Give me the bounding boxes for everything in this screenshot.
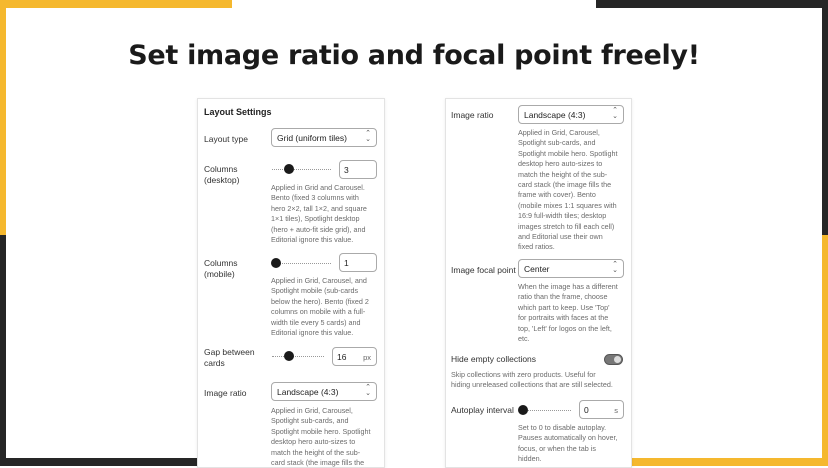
help-line: 16:9 full-width tiles; desktop xyxy=(518,211,607,221)
autoplay-help xyxy=(518,423,617,465)
image-ratio-help xyxy=(271,406,371,468)
help-line: Spotlight mobile hero. Spotlight xyxy=(271,426,371,436)
help-line: for portraits with faces at the xyxy=(518,313,609,323)
columns-desktop-help xyxy=(271,183,367,245)
gap-unit: px xyxy=(363,353,371,362)
corner-accent xyxy=(596,0,828,8)
help-line: When the image has a different xyxy=(518,282,618,291)
layout-settings-panel xyxy=(197,98,385,468)
image-ratio-select[interactable] xyxy=(518,105,624,124)
autoplay-value: 0 xyxy=(584,405,589,415)
corner-accent xyxy=(822,0,828,235)
help-line: hidden. xyxy=(518,454,542,464)
columns-mobile-label-line1: Columns xyxy=(204,258,238,268)
autoplay-slider-thumb[interactable] xyxy=(518,405,528,415)
columns-desktop-label-line1: Columns xyxy=(204,164,238,174)
gap-label-line1: Gap between xyxy=(204,347,255,357)
help-line: Skip collections with zero products. Useful for xyxy=(451,370,596,379)
help-line: card stack (the image fills the xyxy=(518,180,612,190)
autoplay-input[interactable] xyxy=(579,400,624,419)
help-line: below the hero). Bento (fixed 2 xyxy=(271,296,369,306)
image-ratio-value: Landscape (4:3) xyxy=(277,387,339,397)
help-line: Spotlight mobile (sub-cards xyxy=(271,286,359,296)
hide-empty-label: Hide empty collections xyxy=(451,354,537,364)
chevron-updown-icon: ⌃ ⌄ xyxy=(612,261,618,274)
chevron-updown-icon: ⌃ ⌄ xyxy=(365,130,371,143)
help-line: Bento (fixed 3 columns with xyxy=(271,193,359,203)
page-headline: Set image ratio and focal point freely! xyxy=(128,40,700,71)
help-line: (hero + auto-fit side grid), and xyxy=(271,224,366,234)
help-line: Spotlight sub-cards, and xyxy=(271,416,349,426)
image-ratio-select[interactable] xyxy=(271,382,377,401)
corner-accent xyxy=(822,235,828,466)
focal-point-help xyxy=(518,282,618,344)
help-line: match the height of the sub- xyxy=(271,447,361,457)
help-line: 1×1 tiles), Spotlight desktop xyxy=(271,214,360,224)
help-line: focus, or when the tab is xyxy=(518,443,596,453)
autoplay-label: Autoplay interval xyxy=(451,405,514,415)
image-ratio-value: Landscape (4:3) xyxy=(524,110,586,120)
image-settings-panel xyxy=(445,98,632,468)
help-line: Set to 0 to disable autoplay. xyxy=(518,423,607,432)
help-line: hiding unreleased collections that are still selected. xyxy=(451,380,613,390)
columns-desktop-slider[interactable] xyxy=(272,169,331,170)
columns-mobile-help xyxy=(271,276,369,338)
columns-mobile-slider-thumb[interactable] xyxy=(271,258,281,268)
gap-slider-thumb[interactable] xyxy=(284,351,294,361)
gap-label xyxy=(204,347,255,369)
focal-point-label: Image focal point xyxy=(451,265,516,275)
help-line: (mobile mixes 1:1 squares with xyxy=(518,200,617,210)
hide-empty-toggle[interactable] xyxy=(604,354,623,365)
layout-type-value: Grid (uniform tiles) xyxy=(277,133,347,143)
help-line: images stretch to fill each cell) xyxy=(518,221,615,231)
help-line: Pauses automatically on hover, xyxy=(518,433,618,443)
gap-slider[interactable] xyxy=(272,356,324,357)
columns-desktop-label-line2: (desktop) xyxy=(204,175,240,185)
gap-label-line2: cards xyxy=(204,358,225,368)
layout-type-select[interactable] xyxy=(271,128,377,147)
help-line: columns on mobile with a full- xyxy=(271,307,366,317)
chevron-updown-icon: ⌃ ⌄ xyxy=(612,107,618,120)
help-line: match the height of the sub- xyxy=(518,169,608,179)
columns-mobile-label-line2: (mobile) xyxy=(204,269,235,279)
help-line: which part to keep. Use 'Top' xyxy=(518,302,610,312)
columns-desktop-label xyxy=(204,164,239,186)
help-line: ratio than the frame, choose xyxy=(518,292,608,302)
help-line: Applied in Grid, Carousel, xyxy=(518,128,600,137)
columns-mobile-input[interactable] xyxy=(339,253,377,272)
help-line: Applied in Grid, Carousel, and xyxy=(271,276,367,285)
focal-point-select[interactable] xyxy=(518,259,624,278)
help-line: desktop hero auto-sizes to xyxy=(271,437,356,447)
help-line: and Editorial use their own xyxy=(518,232,603,242)
focal-point-value: Center xyxy=(524,264,550,274)
image-ratio-label: Image ratio xyxy=(451,110,494,120)
help-line: etc. xyxy=(518,334,530,344)
columns-desktop-slider-thumb[interactable] xyxy=(284,164,294,174)
help-line: Applied in Grid, Carousel, xyxy=(271,406,353,415)
chevron-updown-icon: ⌃ ⌄ xyxy=(365,384,371,397)
corner-accent xyxy=(0,0,232,8)
columns-desktop-input[interactable] xyxy=(339,160,377,179)
help-line: desktop hero auto-sizes to xyxy=(518,159,603,169)
columns-mobile-value: 1 xyxy=(344,258,349,268)
autoplay-unit: s xyxy=(614,406,618,415)
layout-type-label: Layout type xyxy=(204,134,248,144)
columns-mobile-label xyxy=(204,258,238,280)
help-line: top, 'Left' for logos on the left, xyxy=(518,323,612,333)
help-line: Editorial ignore this value. xyxy=(271,235,354,245)
content-frame xyxy=(6,8,822,458)
gap-value: 16 xyxy=(337,352,347,362)
help-line: hero 2×2, tall 1×2, and square xyxy=(271,203,367,213)
help-line: Spotlight mobile hero. Spotlight xyxy=(518,148,618,158)
help-line: Editorial ignore this value. xyxy=(271,328,354,338)
columns-desktop-value: 3 xyxy=(344,165,349,175)
panel-title: Layout Settings xyxy=(204,107,272,117)
help-line: Applied in Grid and Carousel. xyxy=(271,183,365,192)
gap-input[interactable] xyxy=(332,347,377,366)
toggle-knob xyxy=(614,356,621,363)
help-line: card stack (the image fills the xyxy=(271,458,365,468)
help-line: fixed ratios. xyxy=(518,242,555,252)
help-line: width tile every 5 cards) and xyxy=(271,317,361,327)
help-line: Spotlight sub-cards, and xyxy=(518,138,596,148)
image-ratio-label: Image ratio xyxy=(204,388,247,398)
image-ratio-help xyxy=(518,128,618,253)
autoplay-slider[interactable] xyxy=(521,410,571,411)
hide-empty-help xyxy=(451,370,613,391)
help-line: frame with cover). Bento xyxy=(518,190,596,200)
